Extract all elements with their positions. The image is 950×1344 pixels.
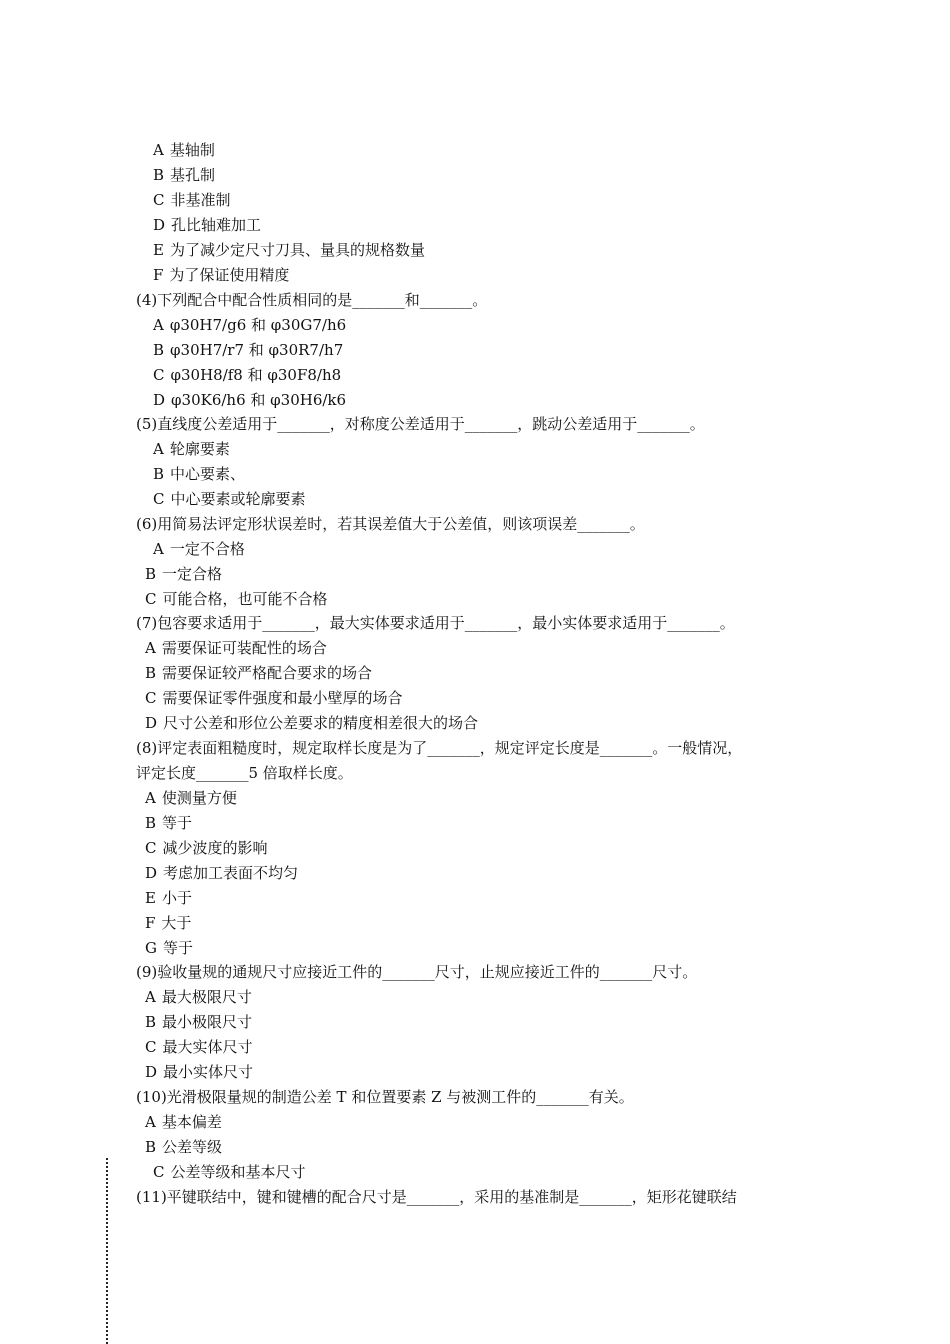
option-text: 非基准制 <box>170 191 231 209</box>
option-text: 需要保证零件强度和最小壁厚的场合 <box>162 689 403 707</box>
option-q4-d <box>153 390 346 410</box>
option-letter: B <box>145 1013 157 1031</box>
option-text: 等于 <box>162 814 193 832</box>
option-q5-b <box>153 464 245 484</box>
option-q8-e <box>145 888 192 908</box>
option-text: φ30H7/g6 和 φ30G7/h6 <box>169 316 347 334</box>
option-letter: E <box>153 241 164 259</box>
option-q8-b <box>145 813 192 833</box>
question-5: (5)直线度公差适用于_______，对称度公差适用于_______，跳动公差适用于_______。 <box>136 415 705 433</box>
option-q8-f <box>145 913 191 933</box>
option-q7-c <box>145 688 403 708</box>
option-text: 减少波度的影响 <box>162 839 268 857</box>
option-text: 中心要素、 <box>170 465 246 483</box>
option-q5-a <box>153 439 230 459</box>
option-q3-e <box>153 240 425 260</box>
option-letter: A <box>153 540 164 558</box>
option-q4-a <box>153 315 346 335</box>
option-q9-a <box>145 987 252 1007</box>
option-text: 基本偏差 <box>161 1113 222 1131</box>
option-letter: D <box>153 391 166 409</box>
option-letter: B <box>153 341 165 359</box>
option-q3-c <box>153 190 231 210</box>
option-letter: C <box>145 1038 157 1056</box>
option-letter: B <box>145 1138 157 1156</box>
option-letter: D <box>153 216 166 234</box>
option-letter: B <box>153 465 165 483</box>
option-text: 公差等级和基本尺寸 <box>170 1163 306 1181</box>
option-text: 小于 <box>161 889 192 907</box>
option-letter: C <box>153 1163 165 1181</box>
option-text: 为了减少定尺寸刀具、量具的规格数量 <box>169 241 425 259</box>
option-text: 最大极限尺寸 <box>161 988 252 1006</box>
option-q7-a <box>145 638 327 658</box>
option-letter: C <box>145 590 157 608</box>
option-letter: A <box>145 1113 156 1131</box>
option-text: 使测量方便 <box>161 789 237 807</box>
option-letter: A <box>153 440 164 458</box>
question-9: (9)验收量规的通规尺寸应接近工件的_______尺寸，止规应接近工件的_______尺寸。 <box>136 963 698 981</box>
option-text: 基轴制 <box>169 141 215 159</box>
option-q3-b <box>153 165 215 185</box>
option-text: 需要保证可装配性的场合 <box>161 639 327 657</box>
option-letter: E <box>145 889 156 907</box>
option-letter: C <box>145 839 157 857</box>
option-q10-b <box>145 1137 222 1157</box>
option-text: 最大实体尺寸 <box>162 1038 253 1056</box>
option-q3-a <box>153 140 215 160</box>
option-letter: G <box>145 939 157 957</box>
question-11: (11)平键联结中，键和键槽的配合尺寸是_______，采用的基准制是_______，矩形花键联结 <box>136 1188 737 1206</box>
option-letter: A <box>145 639 156 657</box>
option-q10-c <box>153 1162 306 1182</box>
option-letter: F <box>153 266 164 284</box>
question-6: (6)用简易法评定形状误差时，若其误差值大于公差值，则该项误差_______。 <box>136 515 645 533</box>
option-letter: F <box>145 914 156 932</box>
option-letter: A <box>145 789 156 807</box>
option-text: φ30H8/f8 和 φ30F8/h8 <box>170 366 342 384</box>
option-letter: D <box>145 864 158 882</box>
option-q4-c <box>153 365 341 385</box>
option-q6-b <box>145 564 222 584</box>
option-q3-f <box>153 265 289 285</box>
option-letter: C <box>153 191 165 209</box>
option-text: 中心要素或轮廓要素 <box>170 490 306 508</box>
option-text: 孔比轴难加工 <box>171 216 262 234</box>
option-q6-c <box>145 589 328 609</box>
question-8: (8)评定表面粗糙度时，规定取样长度是为了_______，规定评定长度是_______。一般情况， <box>136 739 743 757</box>
option-letter: B <box>145 565 157 583</box>
option-letter: A <box>153 316 164 334</box>
option-text: 轮廓要素 <box>169 440 230 458</box>
option-q7-b <box>145 663 372 683</box>
option-letter: A <box>153 141 164 159</box>
option-q9-d <box>145 1062 253 1082</box>
option-q4-b <box>153 340 343 360</box>
option-text: 公差等级 <box>162 1138 223 1156</box>
option-q8-d <box>145 863 298 883</box>
question-10: (10)光滑极限量规的制造公差 T 和位置要素 Z 与被测工件的_______有关。 <box>136 1088 634 1106</box>
option-text: 大于 <box>161 914 192 932</box>
option-text: φ30H7/r7 和 φ30R7/h7 <box>170 341 344 359</box>
option-text: 一定不合格 <box>169 540 245 558</box>
option-q8-a <box>145 788 237 808</box>
option-text: φ30K6/h6 和 φ30H6/k6 <box>171 391 347 409</box>
option-letter: C <box>145 689 157 707</box>
option-letter: B <box>145 814 157 832</box>
option-text: 等于 <box>162 939 193 957</box>
option-letter: C <box>153 490 165 508</box>
binding-dotted-line <box>106 1158 108 1344</box>
option-letter: A <box>145 988 156 1006</box>
question-7: (7)包容要求适用于_______，最大实体要求适用于_______，最小实体要求适用于_______。 <box>136 614 735 632</box>
option-q10-a <box>145 1112 222 1132</box>
option-text: 一定合格 <box>162 565 223 583</box>
option-text: 尺寸公差和形位公差要求的精度相差很大的场合 <box>163 714 479 732</box>
option-q8-c <box>145 838 268 858</box>
option-q7-d <box>145 713 478 733</box>
option-q9-b <box>145 1012 252 1032</box>
option-text: 可能合格，也可能不合格 <box>162 590 328 608</box>
option-letter: D <box>145 714 158 732</box>
option-q9-c <box>145 1037 253 1057</box>
option-q5-c <box>153 489 306 509</box>
option-q3-d <box>153 215 261 235</box>
option-q8-g <box>145 938 193 958</box>
option-text: 基孔制 <box>170 166 216 184</box>
option-text: 需要保证较严格配合要求的场合 <box>162 664 373 682</box>
option-text: 最小极限尺寸 <box>162 1013 253 1031</box>
option-q6-a <box>153 539 245 559</box>
option-text: 为了保证使用精度 <box>169 266 290 284</box>
option-text: 最小实体尺寸 <box>163 1063 254 1081</box>
option-letter: D <box>145 1063 158 1081</box>
option-letter: C <box>153 366 165 384</box>
option-letter: B <box>145 664 157 682</box>
option-letter: B <box>153 166 165 184</box>
option-text: 考虑加工表面不均匀 <box>163 864 299 882</box>
question-4: (4)下列配合中配合性质相同的是_______和_______。 <box>136 291 488 309</box>
question-8-continued: 评定长度_______5 倍取样长度。 <box>136 764 353 782</box>
